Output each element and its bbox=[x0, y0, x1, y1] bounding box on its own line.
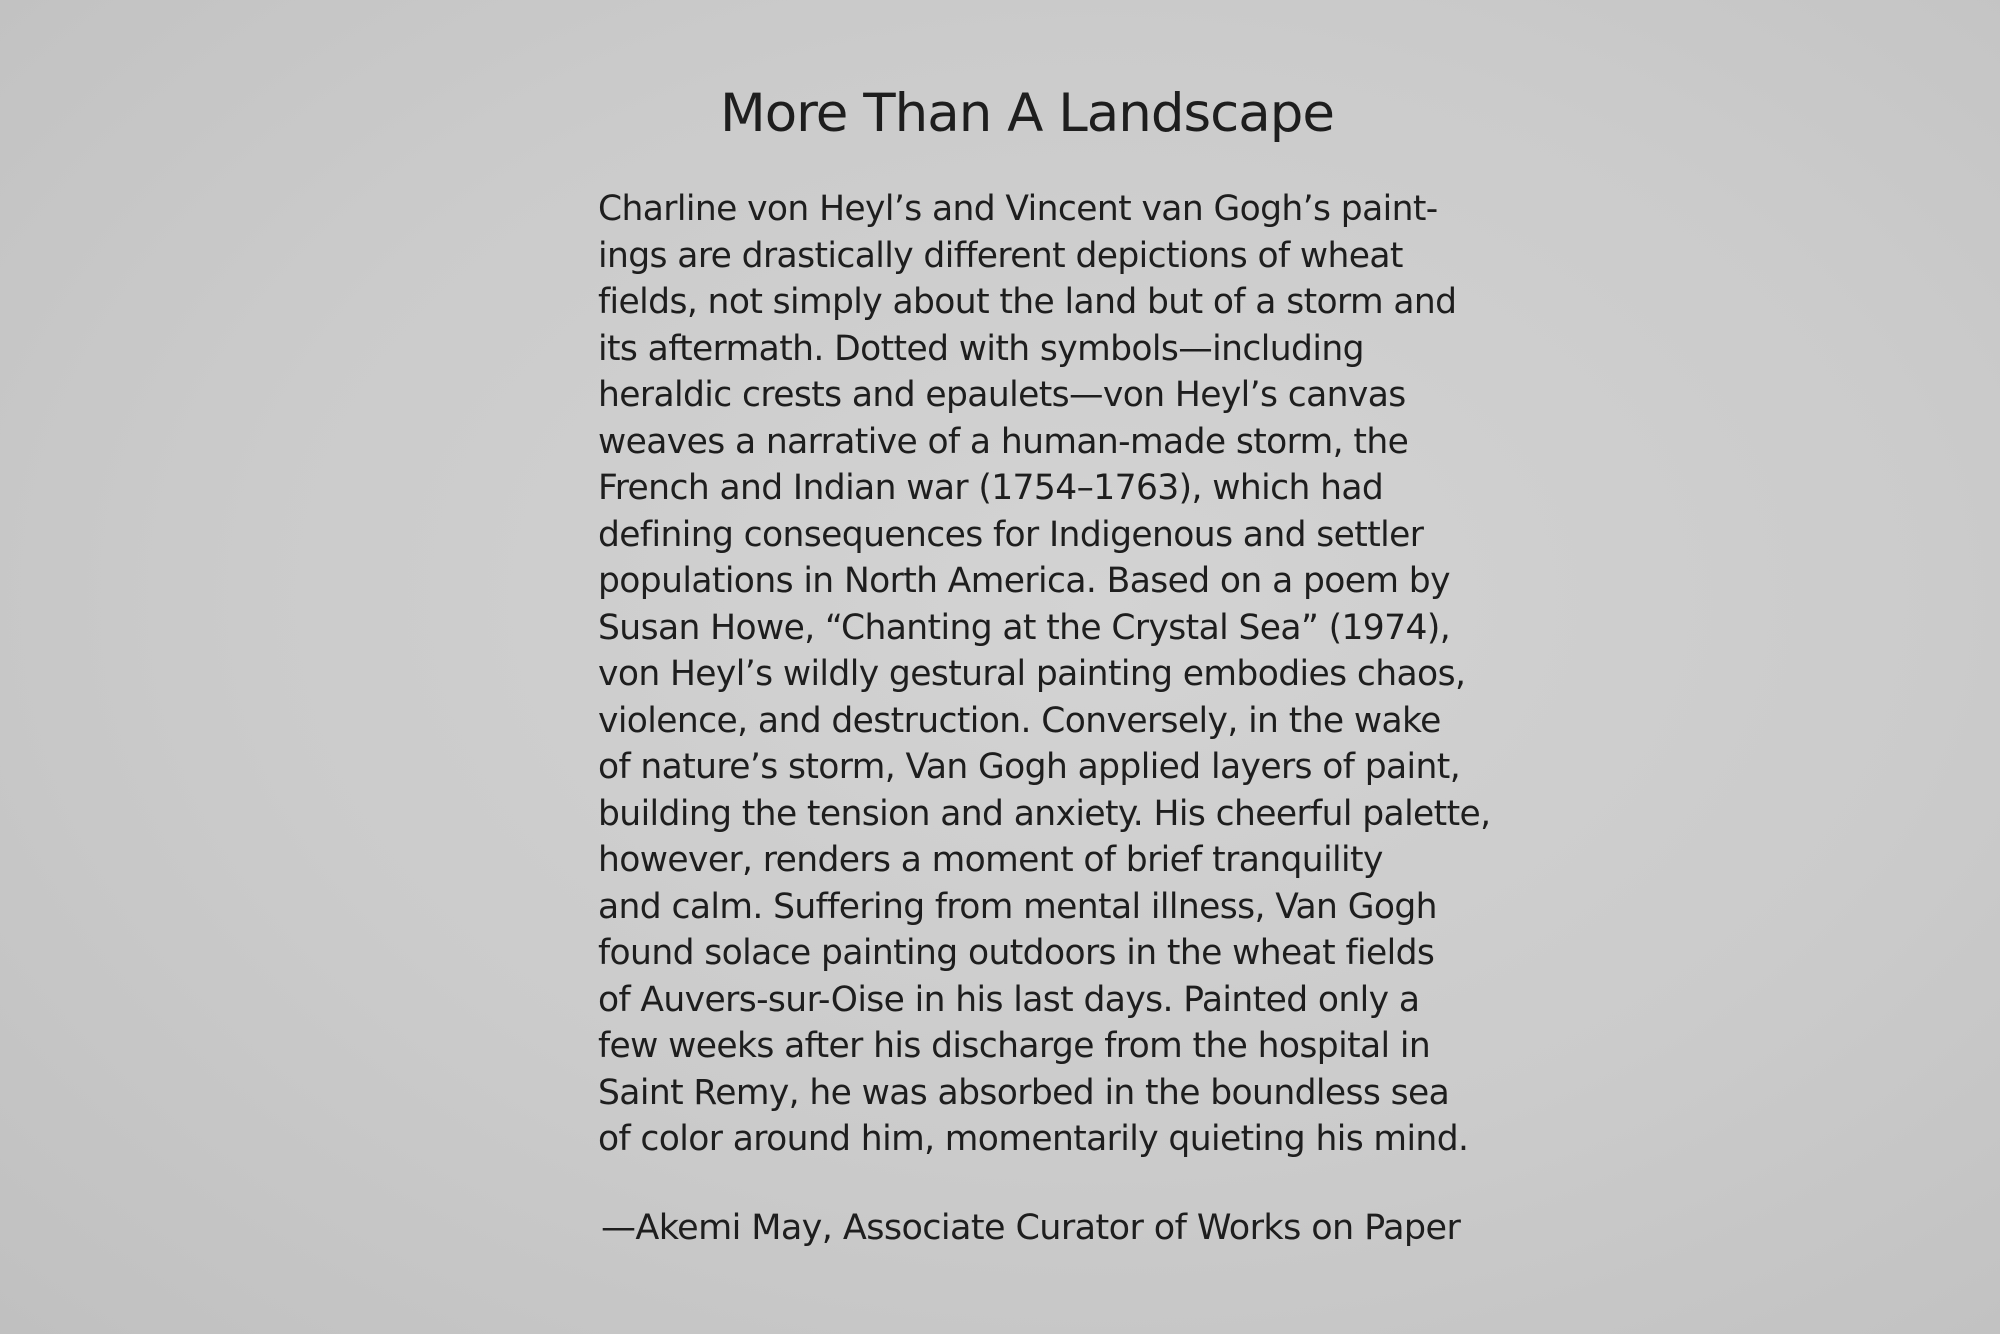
body-line: ings are drastically different depictions of wheat bbox=[598, 235, 1403, 276]
body-line: and calm. Suffering from mental illness, Van Gogh bbox=[598, 886, 1437, 927]
body-line: weaves a narrative of a human-made storm, the bbox=[598, 421, 1409, 462]
body-line: French and Indian war (1754–1763), which had bbox=[598, 468, 1384, 508]
body-line: violence, and destruction. Conversely, in the wake bbox=[598, 700, 1441, 741]
body-line: von Heyl’s wildly gestural painting embodies chaos, bbox=[598, 654, 1466, 694]
label-body bbox=[598, 186, 1538, 1163]
body-line: of nature’s storm, Van Gogh applied layers of paint, bbox=[598, 747, 1461, 787]
body-line: fields, not simply about the land but of a storm and bbox=[598, 282, 1457, 322]
body-line: few weeks after his discharge from the hospital in bbox=[598, 1026, 1431, 1066]
body-line: building the tension and anxiety. His cheerful palette, bbox=[598, 793, 1491, 834]
body-line: Charline von Heyl’s and Vincent van Gogh’s paint- bbox=[598, 189, 1438, 229]
body-line: heraldic crests and epaulets—von Heyl’s canvas bbox=[598, 375, 1406, 415]
label-attribution: —Akemi May, Associate Curator of Works on Paper bbox=[601, 1208, 1461, 1248]
body-line: of Auvers-sur-Oise in his last days. Painted only a bbox=[598, 979, 1420, 1020]
body-line: defining consequences for Indigenous and settler bbox=[598, 514, 1424, 555]
body-line: Saint Remy, he was absorbed in the boundless sea bbox=[598, 1072, 1450, 1113]
label-title: More Than A Landscape bbox=[720, 83, 1334, 144]
body-line: of color around him, momentarily quieting his mind. bbox=[598, 1119, 1469, 1159]
body-line: however, renders a moment of brief tranquility bbox=[598, 840, 1383, 880]
body-line: populations in North America. Based on a poem by bbox=[598, 561, 1450, 601]
body-line: found solace painting outdoors in the wheat fields bbox=[598, 933, 1435, 973]
body-line: Susan Howe, “Chanting at the Crystal Sea” (1974), bbox=[598, 607, 1451, 648]
body-line: its aftermath. Dotted with symbols—including bbox=[598, 328, 1364, 369]
